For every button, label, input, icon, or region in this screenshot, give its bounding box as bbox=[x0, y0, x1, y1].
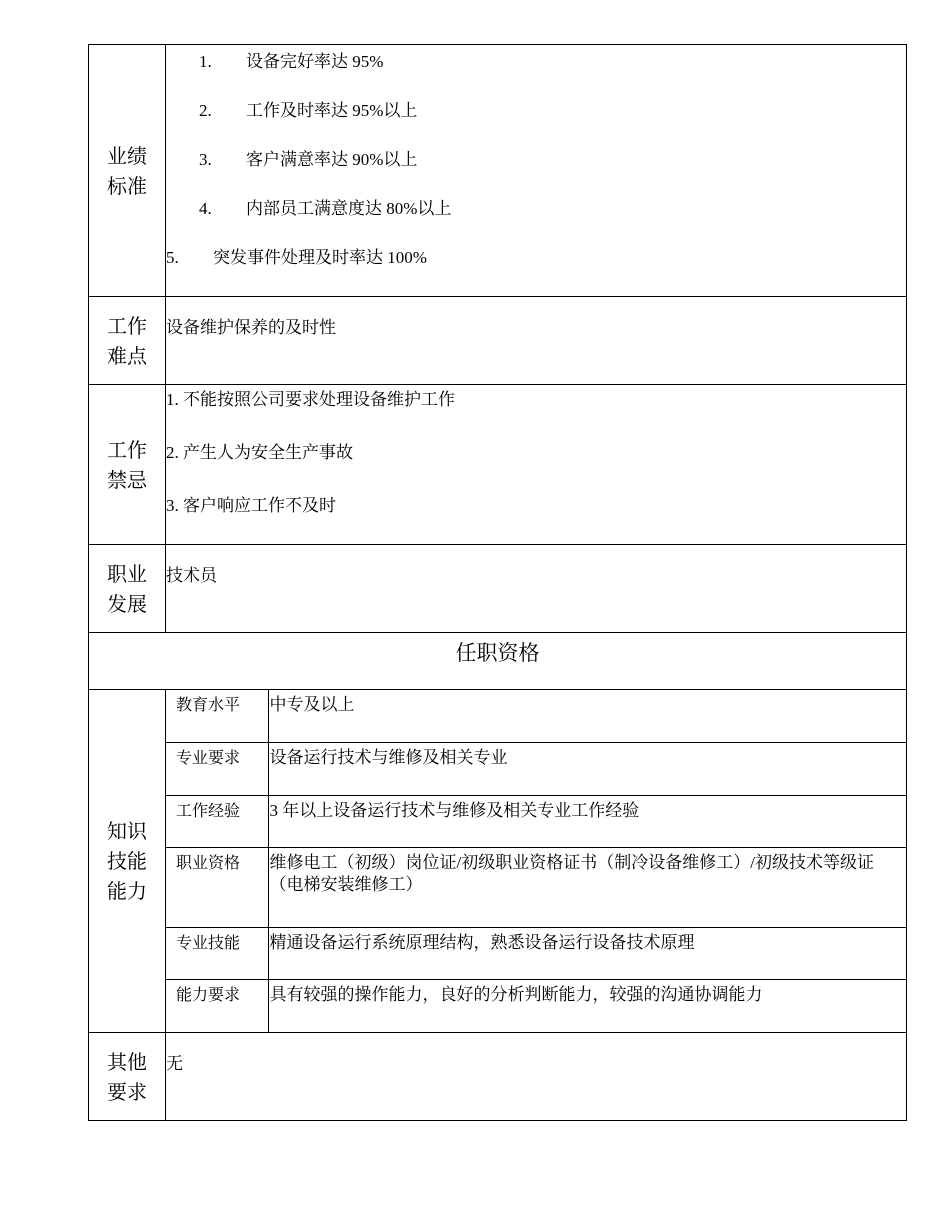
difficulty-label: 工作 难点 bbox=[89, 297, 166, 385]
taboos-label: 工作 禁忌 bbox=[89, 385, 166, 545]
performance-item: 4. 内部员工满意度达 80%以上 bbox=[199, 199, 452, 218]
performance-label: 业绩 标准 bbox=[89, 45, 166, 297]
career-content: 技术员 bbox=[166, 545, 907, 633]
difficulty-content: 设备维护保养的及时性 bbox=[166, 297, 907, 385]
performance-item: 2. 工作及时率达 95%以上 bbox=[199, 101, 418, 120]
taboos-content bbox=[166, 385, 907, 545]
taboos-row bbox=[89, 385, 907, 545]
difficulty-row bbox=[89, 297, 907, 385]
other-content: 无 bbox=[166, 1033, 907, 1121]
qualification-item: 教育水平 中专及以上 bbox=[166, 690, 906, 742]
qualification-item: 专业技能 精通设备运行系统原理结构，熟悉设备运行设备技术原理 bbox=[166, 927, 906, 979]
qualification-item: 专业要求 设备运行技术与维修及相关专业 bbox=[166, 742, 906, 795]
taboo-item: 3. 客户响应工作不及时 bbox=[166, 496, 336, 515]
other-label: 其他 要求 bbox=[89, 1033, 166, 1121]
qualification-label: 知识 技能 能力 bbox=[89, 690, 166, 1033]
qualification-title-row bbox=[89, 633, 907, 690]
taboo-item: 1. 不能按照公司要求处理设备维护工作 bbox=[166, 390, 455, 409]
qualification-item: 职业资格 维修电工（初级）岗位证/初级职业资格证书（制冷设备维修工）/初级技术等级证（电梯安装维修工） bbox=[166, 847, 906, 927]
qualification-content bbox=[166, 690, 907, 1033]
performance-row bbox=[89, 45, 907, 297]
performance-content bbox=[166, 45, 907, 297]
career-label: 职业 发展 bbox=[89, 545, 166, 633]
qualification-title: 任职资格 bbox=[89, 633, 907, 690]
qualification-table bbox=[166, 690, 906, 1032]
job-description-document bbox=[88, 44, 907, 1121]
qualification-item: 工作经验 3 年以上设备运行技术与维修及相关专业工作经验 bbox=[166, 795, 906, 847]
qualification-item: 能力要求 具有较强的操作能力，良好的分析判断能力，较强的沟通协调能力 bbox=[166, 979, 906, 1032]
performance-item: 3. 客户满意率达 90%以上 bbox=[199, 150, 418, 169]
other-row bbox=[89, 1033, 907, 1121]
job-spec-table bbox=[88, 44, 907, 1121]
performance-item: 5. 突发事件处理及时率达 100% bbox=[166, 248, 427, 267]
qualification-row bbox=[89, 690, 907, 1033]
taboo-item: 2. 产生人为安全生产事故 bbox=[166, 443, 353, 462]
performance-item: 1. 设备完好率达 95% bbox=[199, 52, 384, 71]
career-row bbox=[89, 545, 907, 633]
